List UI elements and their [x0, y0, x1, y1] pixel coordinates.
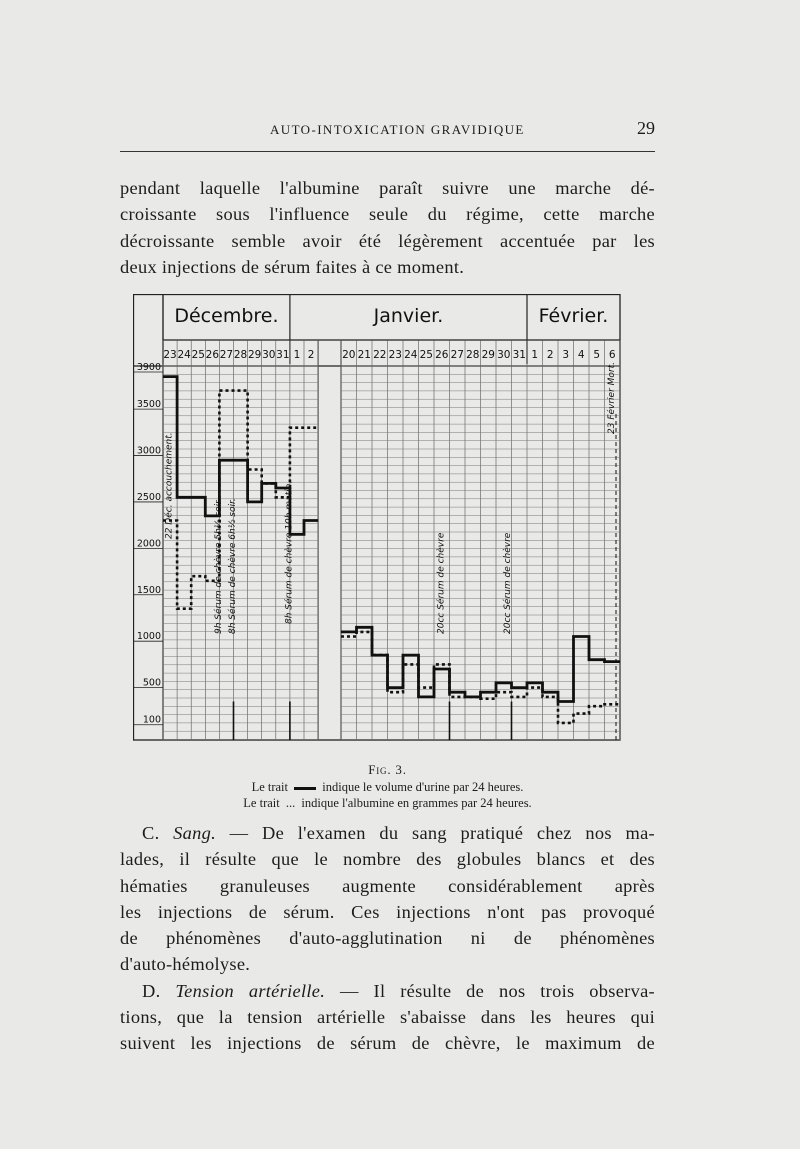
text-line: lades, il résulte que le nombre des globules blancs et des [120, 849, 655, 870]
legend-dotted [120, 796, 655, 811]
y-tick-label: 3500 [136, 399, 161, 411]
text-line: pendant laquelle l'albumine paraît suivre une marche dé- [120, 178, 655, 198]
text-segment: — De l'examen du sang pratiqué chez nos ma- [229, 823, 655, 843]
text-line: hématies granuleuses augmente considérablement après [120, 875, 655, 896]
month-label: Février. [538, 305, 609, 327]
y-tick-label: 100 [142, 714, 161, 726]
page-number: 29 [637, 118, 655, 138]
y-tick-label: 3000 [136, 445, 161, 457]
legend-solid-text: indique le volume d'urine par 24 heures. [322, 780, 524, 794]
left-panel-day-label: 31 [276, 349, 290, 361]
section-c-label: C. [142, 823, 160, 843]
text-line: deux injections de sérum faites à ce moment. [120, 256, 465, 277]
vertical-annotation: 9h Sérum de chèvre 5h½ soir. [213, 498, 224, 634]
right-panel-day-label: 4 [577, 349, 585, 361]
right-panel-day-label: 25 [419, 349, 433, 361]
right-panel-day-label: 27 [450, 349, 464, 361]
section-c-heading: Sang. [173, 823, 217, 843]
figure-3-chart [133, 294, 623, 744]
month-label: Janvier. [373, 305, 444, 327]
right-panel-day-label: 21 [357, 349, 371, 361]
urine-volume-line-left [163, 377, 318, 535]
vertical-annotation: 22 Déc. accouchement. [164, 432, 175, 539]
text-line-d-first [120, 978, 655, 1004]
right-panel-day-label: 31 [512, 349, 526, 361]
left-panel-day-label: 24 [177, 349, 191, 361]
text-line: suivent les injections de sérum de chèvre, le maximum de [120, 1033, 655, 1054]
right-panel-day-label: 22 [373, 349, 387, 361]
month-label: Décembre. [174, 305, 279, 327]
left-panel-day-label: 30 [262, 349, 276, 361]
left-panel-day-label: 25 [191, 349, 205, 361]
right-panel-day-label: 5 [593, 349, 601, 361]
vertical-annotation: 20cc Sérum de chèvre [436, 532, 447, 634]
y-tick-label: 3900 [136, 362, 161, 373]
text-line: les injections de sérum. Ces injections n'ont pas provoqué [120, 901, 655, 922]
y-tick-label: 1500 [136, 584, 161, 596]
left-panel-day-label: 29 [247, 349, 262, 361]
text-line: de phénomènes d'auto-agglutination ni de phénomènes [120, 928, 655, 949]
paragraph-1 [120, 175, 655, 280]
right-panel-day-label: 29 [481, 349, 495, 361]
running-title: AUTO-INTOXICATION GRAVIDIQUE [270, 122, 525, 137]
header-rule [120, 151, 655, 152]
legend-solid-prefix: Le trait [251, 780, 289, 794]
left-panel-day-label: 27 [219, 349, 234, 361]
right-panel-day-label: 6 [608, 349, 616, 361]
left-panel-day-label: 23 [163, 349, 177, 361]
albumin-line-left [163, 391, 318, 609]
section-d-label: D. [142, 980, 161, 1001]
text-line-c-first [120, 820, 655, 846]
left-panel-day-label: 2 [307, 349, 315, 361]
y-tick-label: 2000 [136, 538, 161, 550]
y-tick-label: 500 [142, 677, 161, 689]
y-tick-label: 2500 [136, 491, 161, 503]
figure-label [120, 762, 655, 778]
vertical-annotation: 8h Sérum de chèvre 10h matin. [284, 480, 295, 624]
legend-dotted-prefix: Le trait [243, 796, 280, 810]
legend-dotted-text: indique l'albumine en grammes par 24 heures. [301, 796, 532, 810]
left-panel-day-label: 1 [293, 349, 301, 361]
right-panel-day-label: 3 [562, 349, 570, 361]
right-panel-day-label: 26 [435, 349, 449, 361]
right-panel-day-label: 1 [531, 349, 539, 361]
vertical-annotation: 23 Février Mort. [607, 361, 617, 434]
right-panel-day-label: 24 [404, 349, 418, 361]
running-head [120, 118, 655, 140]
text-line: tions, que la tension artérielle s'abaisse dans les heures qui [120, 1007, 655, 1028]
vertical-annotation: 20cc Sérum de chèvre [502, 532, 513, 634]
right-panel-day-label: 23 [388, 349, 402, 361]
solid-line-swatch [294, 787, 316, 790]
right-panel-day-label: 28 [466, 349, 480, 361]
right-panel-day-label: 20 [342, 349, 356, 361]
legend-solid [120, 780, 655, 795]
text-line: d'auto-hémolyse. [120, 954, 251, 975]
left-panel-day-label: 28 [233, 349, 248, 361]
left-panel-day-label: 26 [205, 349, 220, 361]
text-line: décroissante semble avoir été légèrement accentuée par les [120, 230, 655, 251]
dotted-line-swatch: ... [285, 796, 296, 810]
section-d-heading: Tension artérielle. [175, 980, 326, 1001]
figure-label-text: Fig. 3. [368, 762, 407, 777]
y-tick-label: 1000 [136, 631, 161, 643]
text-segment: — Il résulte de nos trois observa- [340, 980, 655, 1001]
right-panel-day-label: 30 [497, 349, 511, 361]
text-line: croissante sous l'influence seule du régime, cette marche [120, 204, 655, 225]
paragraph-2 [120, 820, 655, 1057]
right-panel-day-label: 2 [546, 349, 554, 361]
vertical-annotation: 8h Sérum de chèvre 6h½ soir. [227, 498, 238, 634]
